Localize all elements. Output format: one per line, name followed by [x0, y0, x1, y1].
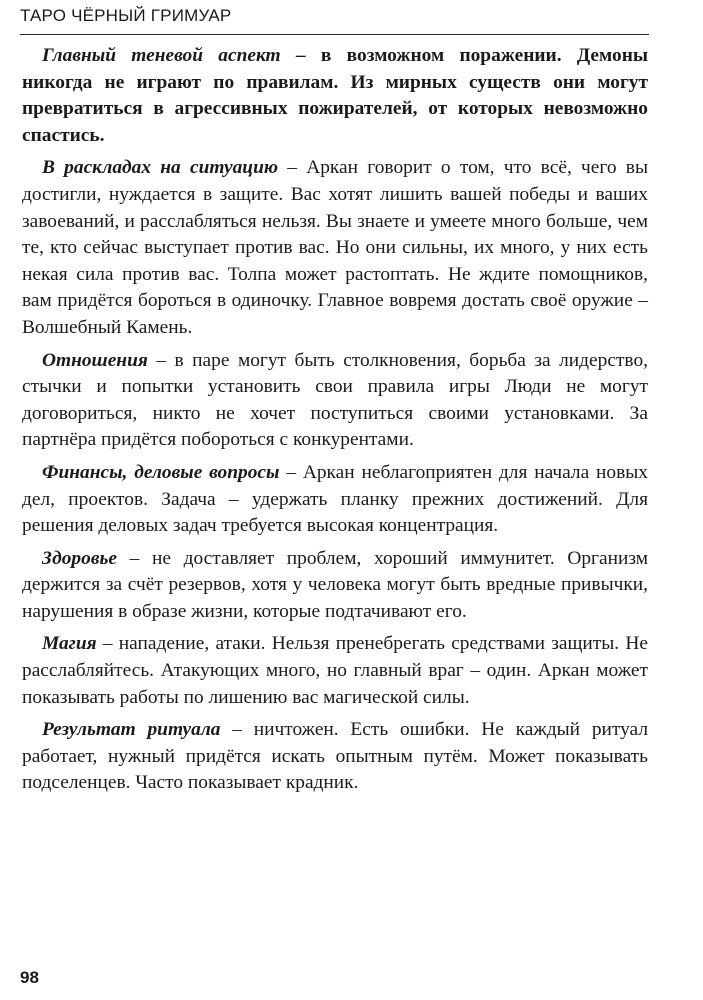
paragraph-term: Финансы, деловые вопросы [42, 461, 280, 483]
paragraph-text: – в возможном поражении. Демоны никогда не играют по правилам. Из мирных существ они могут превратиться в агрессивных пожирателей, от которых невозможно спастись. [22, 45, 648, 146]
paragraph-finance [22, 460, 648, 540]
paragraph-term: В раскладах на ситуацию [42, 157, 279, 179]
running-title: ТАРО ЧЁРНЫЙ ГРИМУАР [20, 6, 232, 25]
paragraph-shadow-aspect [22, 43, 648, 149]
paragraph-text: – нападение, атаки. Нельзя пренебрегать средствами защиты. Не расслабляйтесь. Атакующих много, но главный враг – один. Аркан может показывать работы по лишению вас магической силы. [22, 633, 648, 708]
paragraph-ritual-result [22, 717, 648, 797]
header-divider [20, 34, 649, 35]
paragraph-text: – в паре могут быть столкновения, борьба за лидерство, стычки и попытки установить свои правила игры Люди не могут договориться, никто не хочет поступиться своими установками. За партнёра придётся побороться с конкурентами. [22, 349, 648, 451]
page-number: 98 [20, 968, 39, 987]
page-body [22, 43, 648, 803]
paragraph-situation [22, 155, 648, 341]
paragraph-term: Результат ритуала [42, 719, 221, 741]
paragraph-term: Главный теневой аспект [42, 45, 281, 66]
paragraph-text: – не доставляет проблем, хороший иммунитет. Организм держится за счёт резервов, хотя у человека могут быть вредные привычки, нарушения в образе жизни, которые подтачивают его. [22, 547, 648, 622]
paragraph-relationships [22, 348, 648, 454]
paragraph-text: – Аркан говорит о том, что всё, чего вы достигли, нуждается в защите. Вас хотят лишить вашей победы и ваших завоеваний, и расслабляться нельзя. Вы знаете и умеете много больше, чем те, кто сейчас выступает против вас. Но они сильны, их много, у них есть некая сила против вас. Толпа может растоптать. Не ждите помощников, вам придётся бороться в одиночку. Главное вовремя достать своё оружие – Волшебный Камень. [22, 157, 648, 338]
paragraph-text: – Аркан неблагоприятен для начала новых дел, проектов. Задача – удержать планку прежних достижений. Для решения деловых задач требуется высокая концентрация. [22, 461, 648, 537]
paragraph-text: – ничтожен. Есть ошибки. Не каждый ритуал работает, нужный придётся искать опытным путём. Может показывать подселенцев. Часто показывает крадник. [22, 719, 648, 794]
paragraph-term: Отношения [42, 349, 148, 371]
paragraph-term: Магия [42, 633, 97, 655]
paragraph-magic [22, 631, 648, 711]
paragraph-health [22, 546, 648, 626]
paragraph-term: Здоровье [42, 547, 117, 569]
